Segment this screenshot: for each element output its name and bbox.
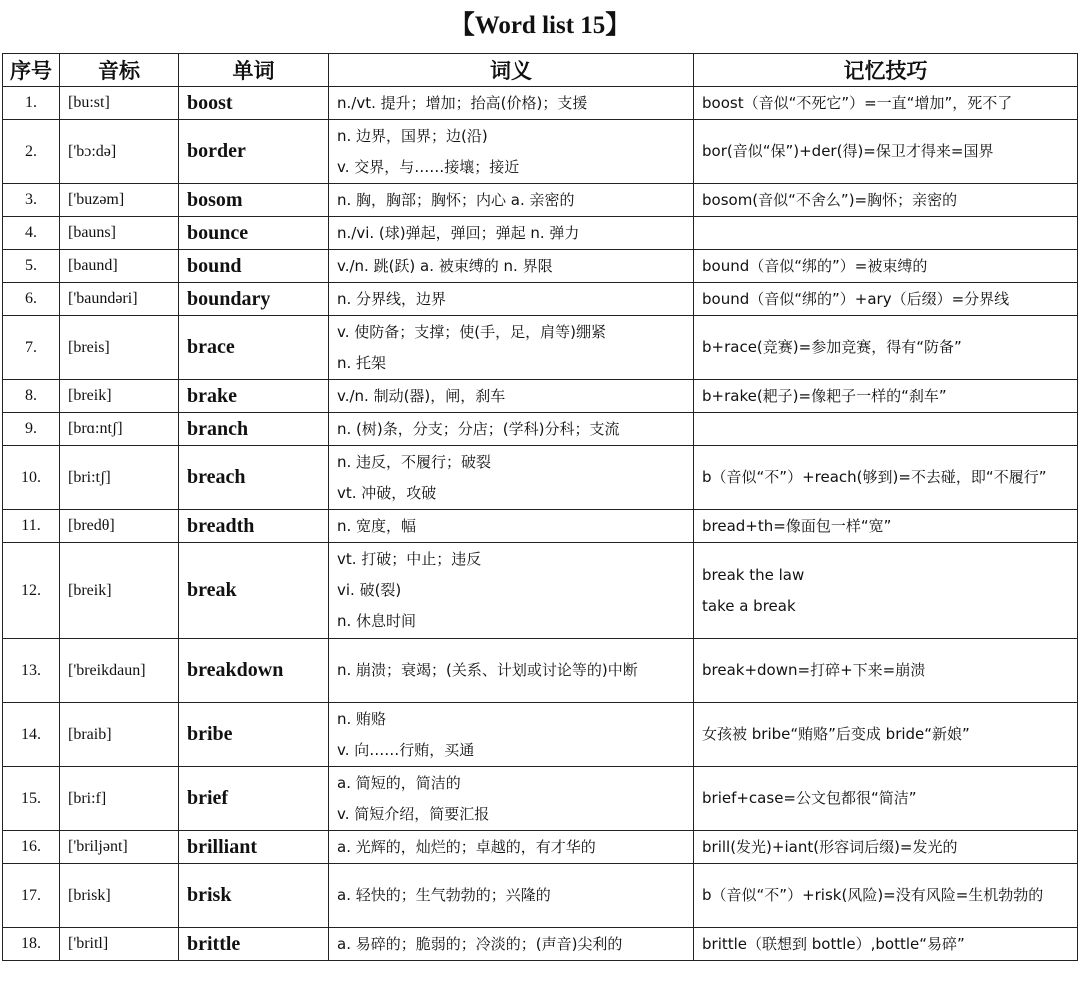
row-meaning	[329, 316, 694, 380]
row-phonetic: [bri:tʃ]	[60, 446, 179, 510]
row-phonetic: [breik]	[60, 543, 179, 639]
memory-line: brittle（联想到 bottle）,bottle“易碎”	[702, 934, 965, 953]
meaning-line: n. 贿赂	[337, 709, 387, 728]
page-title: 【Word list 15】	[449, 12, 631, 39]
memory-line: b（音似“不”）+reach(够到)=不去碰，即“不履行”	[702, 468, 1047, 486]
meaning-line: vi. 破(裂)	[337, 581, 402, 599]
row-word: brilliant	[179, 831, 329, 864]
memory-line: b（音似“不”）+risk(风险)=没有风险=生机勃勃的	[702, 886, 1044, 904]
memory-line: break+down=打碎+下来=崩溃	[702, 661, 926, 679]
row-phonetic: ['breikdaun]	[60, 639, 179, 703]
meaning-line: n. 分界线，边界	[337, 289, 447, 308]
table-row	[3, 316, 1078, 380]
table-row	[3, 250, 1078, 283]
row-memory-tip	[694, 283, 1078, 316]
header-phonetic: 音标	[60, 54, 179, 87]
table-row	[3, 831, 1078, 864]
memory-line: 女孩被 bribe“贿赂”后变成 bride“新娘”	[702, 725, 970, 743]
memory-line: take a break	[702, 596, 796, 615]
memory-line: bread+th=像面包一样“宽”	[702, 516, 892, 535]
row-word: brake	[179, 380, 329, 413]
row-memory-tip	[694, 639, 1078, 703]
row-meaning	[329, 184, 694, 217]
memory-line: bosom(音似“不舍么”)=胸怀；亲密的	[702, 190, 958, 209]
row-number: 2.	[3, 120, 60, 184]
meaning-line: a. 易碎的；脆弱的；冷淡的；(声音)尖利的	[337, 934, 623, 953]
meaning-line: v./n. 跳(跃) a. 被束缚的 n. 界限	[337, 256, 553, 275]
row-meaning	[329, 928, 694, 961]
row-memory-tip	[694, 184, 1078, 217]
meaning-line: v. 使防备；支撑；使(手，足，肩等)绷紧	[337, 322, 606, 341]
table-row	[3, 446, 1078, 510]
table-row	[3, 87, 1078, 120]
row-number: 8.	[3, 380, 60, 413]
row-number: 18.	[3, 928, 60, 961]
row-number: 14.	[3, 703, 60, 767]
row-phonetic: [bu:st]	[60, 87, 179, 120]
row-meaning	[329, 510, 694, 543]
row-word: brace	[179, 316, 329, 380]
row-number: 17.	[3, 864, 60, 928]
row-number: 15.	[3, 767, 60, 831]
row-memory-tip	[694, 767, 1078, 831]
row-memory-tip	[694, 87, 1078, 120]
table-row	[3, 703, 1078, 767]
meaning-line: n. 边界，国界；边(沿)	[337, 126, 488, 145]
memory-line: bor(音似“保”)+der(得)=保卫才得来=国界	[702, 142, 994, 160]
row-phonetic: ['baundəri]	[60, 283, 179, 316]
row-number: 11.	[3, 510, 60, 543]
row-phonetic: [brisk]	[60, 864, 179, 928]
memory-line: break the law	[702, 565, 805, 584]
row-memory-tip	[694, 864, 1078, 928]
meaning-line: n. 违反，不履行；破裂	[337, 452, 492, 471]
table-header-row	[3, 54, 1078, 87]
header-meaning: 词义	[329, 54, 694, 87]
row-phonetic: [bredθ]	[60, 510, 179, 543]
row-phonetic: [breis]	[60, 316, 179, 380]
row-memory-tip	[694, 446, 1078, 510]
row-memory-tip	[694, 543, 1078, 639]
meaning-line: v./n. 制动(器)，闸，刹车	[337, 386, 506, 405]
row-meaning	[329, 543, 694, 639]
meaning-line: n./vt. 提升；增加；抬高(价格)；支援	[337, 93, 588, 112]
row-word: boost	[179, 87, 329, 120]
row-phonetic: [braib]	[60, 703, 179, 767]
header-word: 单词	[179, 54, 329, 87]
table-row	[3, 120, 1078, 184]
meaning-line: n. 托架	[337, 353, 387, 372]
row-number: 5.	[3, 250, 60, 283]
table-row	[3, 543, 1078, 639]
row-number: 1.	[3, 87, 60, 120]
row-meaning	[329, 831, 694, 864]
row-number: 3.	[3, 184, 60, 217]
row-word: bosom	[179, 184, 329, 217]
row-meaning	[329, 703, 694, 767]
row-memory-tip	[694, 316, 1078, 380]
meaning-line: n. 崩溃；衰竭；(关系、计划或讨论等的)中断	[337, 661, 638, 679]
table-row	[3, 639, 1078, 703]
row-meaning	[329, 217, 694, 250]
row-word: border	[179, 120, 329, 184]
meaning-line: n./vi. (球)弹起，弹回；弹起 n. 弹力	[337, 223, 580, 242]
table-row	[3, 217, 1078, 250]
row-number: 16.	[3, 831, 60, 864]
row-number: 12.	[3, 543, 60, 639]
row-word: breadth	[179, 510, 329, 543]
memory-line: bound（音似“绑的”）=被束缚的	[702, 256, 928, 275]
row-meaning	[329, 639, 694, 703]
row-word: breakdown	[179, 639, 329, 703]
row-phonetic: ['buzəm]	[60, 184, 179, 217]
row-number: 9.	[3, 413, 60, 446]
row-phonetic: [bauns]	[60, 217, 179, 250]
row-memory-tip	[694, 510, 1078, 543]
row-memory-tip	[694, 413, 1078, 446]
row-word: branch	[179, 413, 329, 446]
header-memory-tip: 记忆技巧	[694, 54, 1078, 87]
row-meaning	[329, 250, 694, 283]
meaning-line: a. 光辉的，灿烂的；卓越的，有才华的	[337, 837, 596, 856]
row-number: 13.	[3, 639, 60, 703]
row-phonetic: [bri:f]	[60, 767, 179, 831]
table-row	[3, 767, 1078, 831]
row-memory-tip	[694, 831, 1078, 864]
row-word: brisk	[179, 864, 329, 928]
row-phonetic: [baund]	[60, 250, 179, 283]
row-word: bribe	[179, 703, 329, 767]
row-word: brief	[179, 767, 329, 831]
row-phonetic: ['britl]	[60, 928, 179, 961]
row-memory-tip	[694, 250, 1078, 283]
row-number: 7.	[3, 316, 60, 380]
row-meaning	[329, 87, 694, 120]
row-word: boundary	[179, 283, 329, 316]
row-phonetic: ['bɔ:də]	[60, 120, 179, 184]
row-number: 10.	[3, 446, 60, 510]
row-memory-tip	[694, 217, 1078, 250]
row-memory-tip	[694, 928, 1078, 961]
meaning-line: a. 简短的，简洁的	[337, 773, 461, 792]
row-number: 4.	[3, 217, 60, 250]
header-number: 序号	[3, 54, 60, 87]
row-meaning	[329, 864, 694, 928]
table-row	[3, 184, 1078, 217]
row-meaning	[329, 413, 694, 446]
row-meaning	[329, 120, 694, 184]
row-memory-tip	[694, 380, 1078, 413]
row-memory-tip	[694, 120, 1078, 184]
row-memory-tip	[694, 703, 1078, 767]
row-phonetic: [breik]	[60, 380, 179, 413]
memory-line: brill(发光)+iant(形容词后缀)=发光的	[702, 837, 958, 856]
memory-line: bound（音似“绑的”）+ary（后缀）=分界线	[702, 289, 1010, 308]
table-row	[3, 283, 1078, 316]
row-phonetic: [brɑ:ntʃ]	[60, 413, 179, 446]
row-meaning	[329, 767, 694, 831]
row-meaning	[329, 446, 694, 510]
row-word: bounce	[179, 217, 329, 250]
meaning-line: n. 胸，胸部；胸怀；内心 a. 亲密的	[337, 190, 575, 209]
meaning-line: n. 宽度，幅	[337, 516, 417, 535]
meaning-line: n. 休息时间	[337, 612, 417, 630]
meaning-line: vt. 打破；中止；违反	[337, 550, 482, 568]
row-word: breach	[179, 446, 329, 510]
row-word: brittle	[179, 928, 329, 961]
table-row	[3, 413, 1078, 446]
meaning-line: v. 交界，与……接壤；接近	[337, 157, 520, 176]
table-row	[3, 864, 1078, 928]
meaning-line: v. 简短介绍，简要汇报	[337, 804, 490, 823]
meaning-line: a. 轻快的；生气勃勃的；兴隆的	[337, 886, 551, 904]
row-word: break	[179, 543, 329, 639]
table-row	[3, 510, 1078, 543]
meaning-line: vt. 冲破，攻破	[337, 483, 437, 502]
memory-line: b+race(竞赛)=参加竞赛，得有“防备”	[702, 338, 962, 356]
table-row	[3, 928, 1078, 961]
row-meaning	[329, 283, 694, 316]
word-list-table	[2, 53, 1078, 961]
memory-line: boost（音似“不死它”）=一直“增加”，死不了	[702, 93, 1013, 112]
row-word: bound	[179, 250, 329, 283]
meaning-line: v. 向……行贿，买通	[337, 740, 475, 759]
memory-line: brief+case=公文包都很“简洁”	[702, 789, 917, 807]
memory-line: b+rake(耙子)=像耙子一样的“刹车”	[702, 386, 947, 405]
row-number: 6.	[3, 283, 60, 316]
table-row	[3, 380, 1078, 413]
row-phonetic: ['briljənt]	[60, 831, 179, 864]
meaning-line: n. (树)条，分支；分店；(学科)分科；支流	[337, 419, 620, 438]
row-meaning	[329, 380, 694, 413]
